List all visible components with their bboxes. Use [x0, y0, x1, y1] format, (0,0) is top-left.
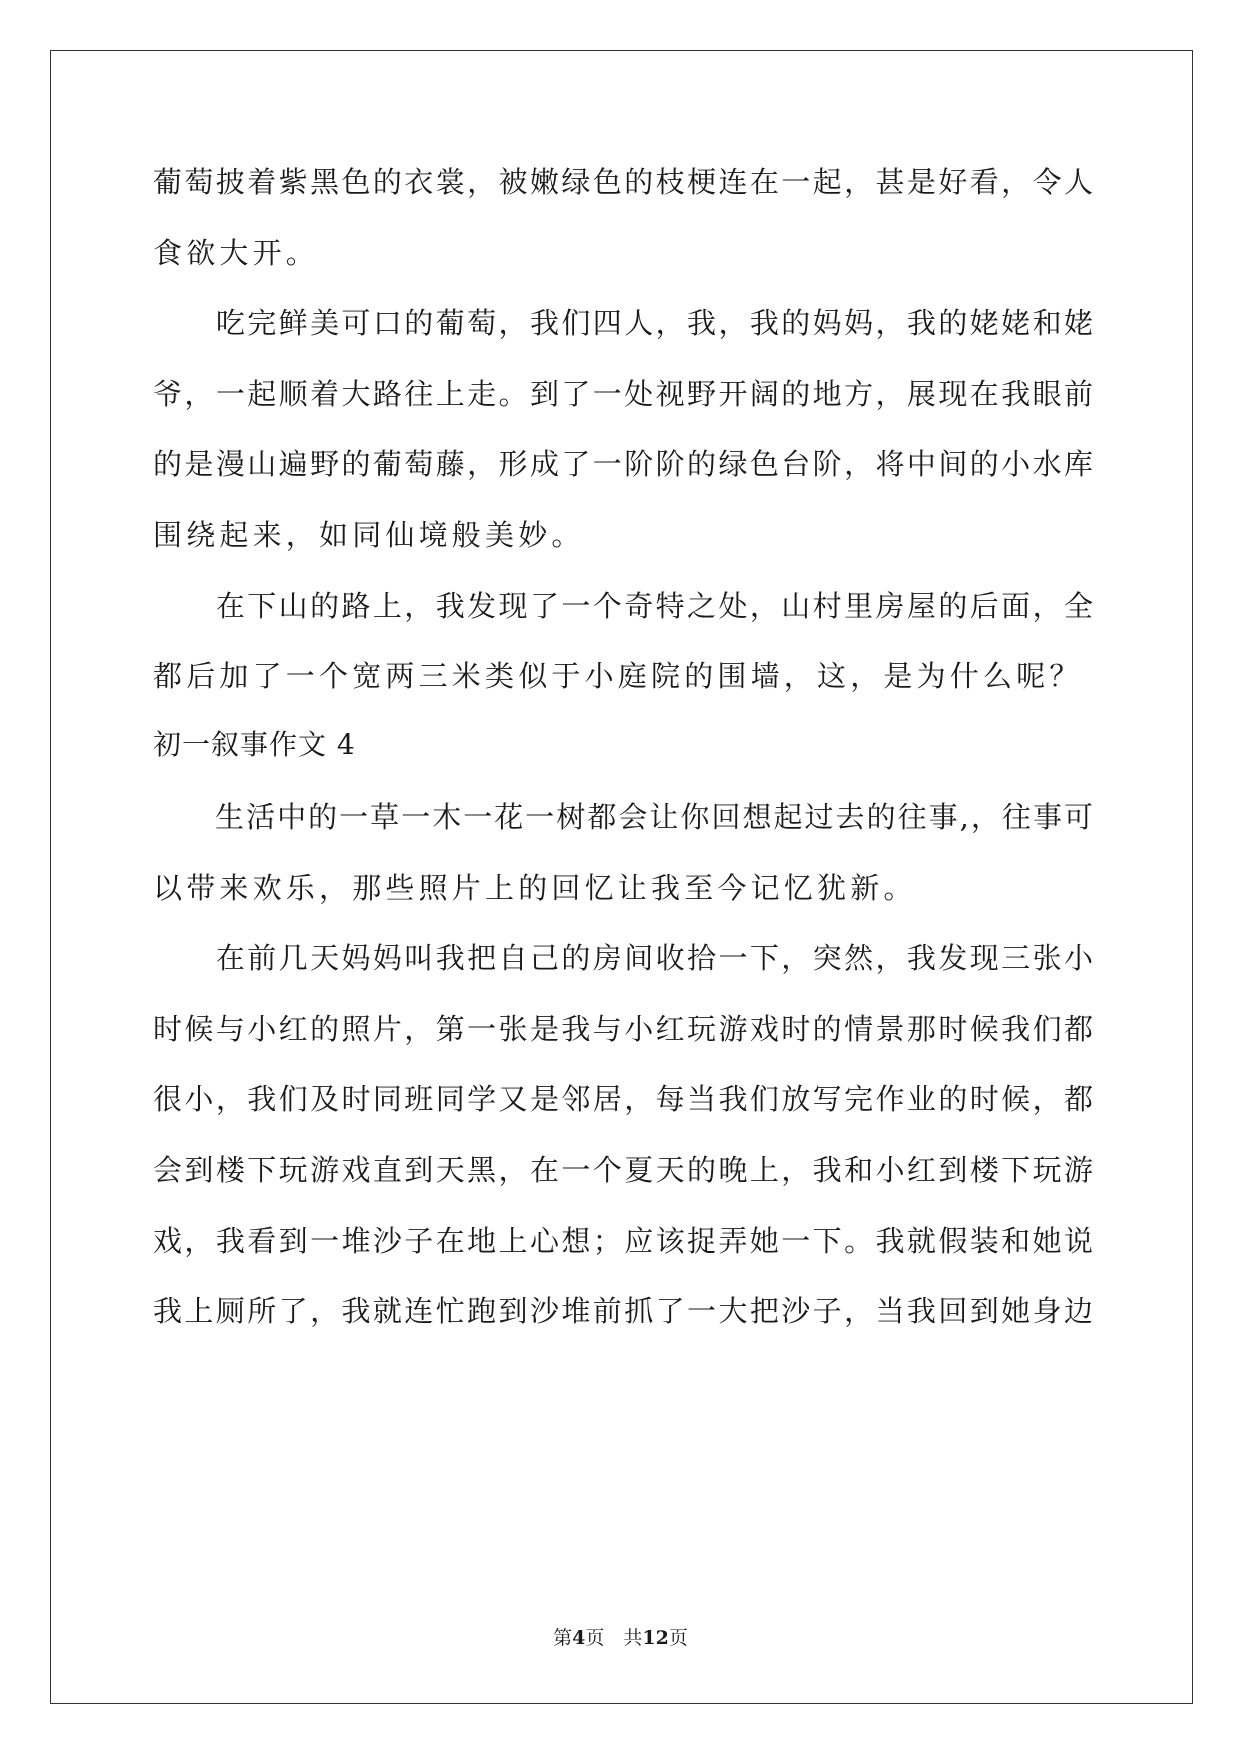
- text-line: 的是漫山遍野的葡萄藤，形成了一阶阶的绿色台阶，将中间的小水库: [153, 447, 1093, 481]
- text-line: 戏，我看到一堆沙子在地上心想；应该捉弄她一下。我就假装和她说: [153, 1224, 1093, 1258]
- section-heading: 初一叙事作文 4: [153, 728, 356, 761]
- text-line: 时候与小红的照片，第一张是我与小红玩游戏时的情景那时候我们都: [153, 1012, 1093, 1046]
- text-line: 爷，一起顺着大路往上走。到了一处视野开阔的地方，展现在我眼前: [153, 377, 1093, 411]
- footer-prefix: 第: [553, 1627, 573, 1649]
- footer-suffix: 页: [668, 1627, 688, 1649]
- text-line: 葡萄披着紫黑色的衣裳，被嫩绿色的枝梗连在一起，甚是好看，令人: [153, 165, 1093, 199]
- text-line: 会到楼下玩游戏直到天黑，在一个夏天的晚上，我和小红到楼下玩游: [153, 1153, 1093, 1187]
- text-line: 围绕起来，如同仙境般美妙。: [153, 518, 585, 552]
- footer-middle: 页 共: [585, 1627, 643, 1649]
- text-line: 吃完鲜美可口的葡萄，我们四人，我，我的妈妈，我的姥姥和姥: [153, 306, 1093, 340]
- page-footer: [0, 1626, 1241, 1650]
- text-line: 生活中的一草一木一花一树都会让你回想起过去的往事,，往事可: [153, 800, 1093, 834]
- text-line: 都后加了一个宽两三米类似于小庭院的围墙，这，是为什么呢？: [153, 659, 1083, 693]
- text-line: 我上厕所了，我就连忙跑到沙堆前抓了一大把沙子，当我回到她身边: [153, 1294, 1093, 1328]
- text-line: 以带来欢乐，那些照片上的回忆让我至今记忆犹新。: [153, 871, 917, 905]
- text-line: 很小，我们及时同班同学又是邻居，每当我们放写完作业的时候，都: [153, 1082, 1093, 1116]
- current-page-number: 4: [572, 1627, 586, 1649]
- total-page-number: 12: [642, 1627, 669, 1649]
- text-line: 在前几天妈妈叫我把自己的房间收拾一下，突然，我发现三张小: [153, 941, 1093, 975]
- text-line: 食欲大开。: [153, 236, 320, 270]
- text-line: 在下山的路上，我发现了一个奇特之处，山村里房屋的后面，全: [153, 589, 1093, 623]
